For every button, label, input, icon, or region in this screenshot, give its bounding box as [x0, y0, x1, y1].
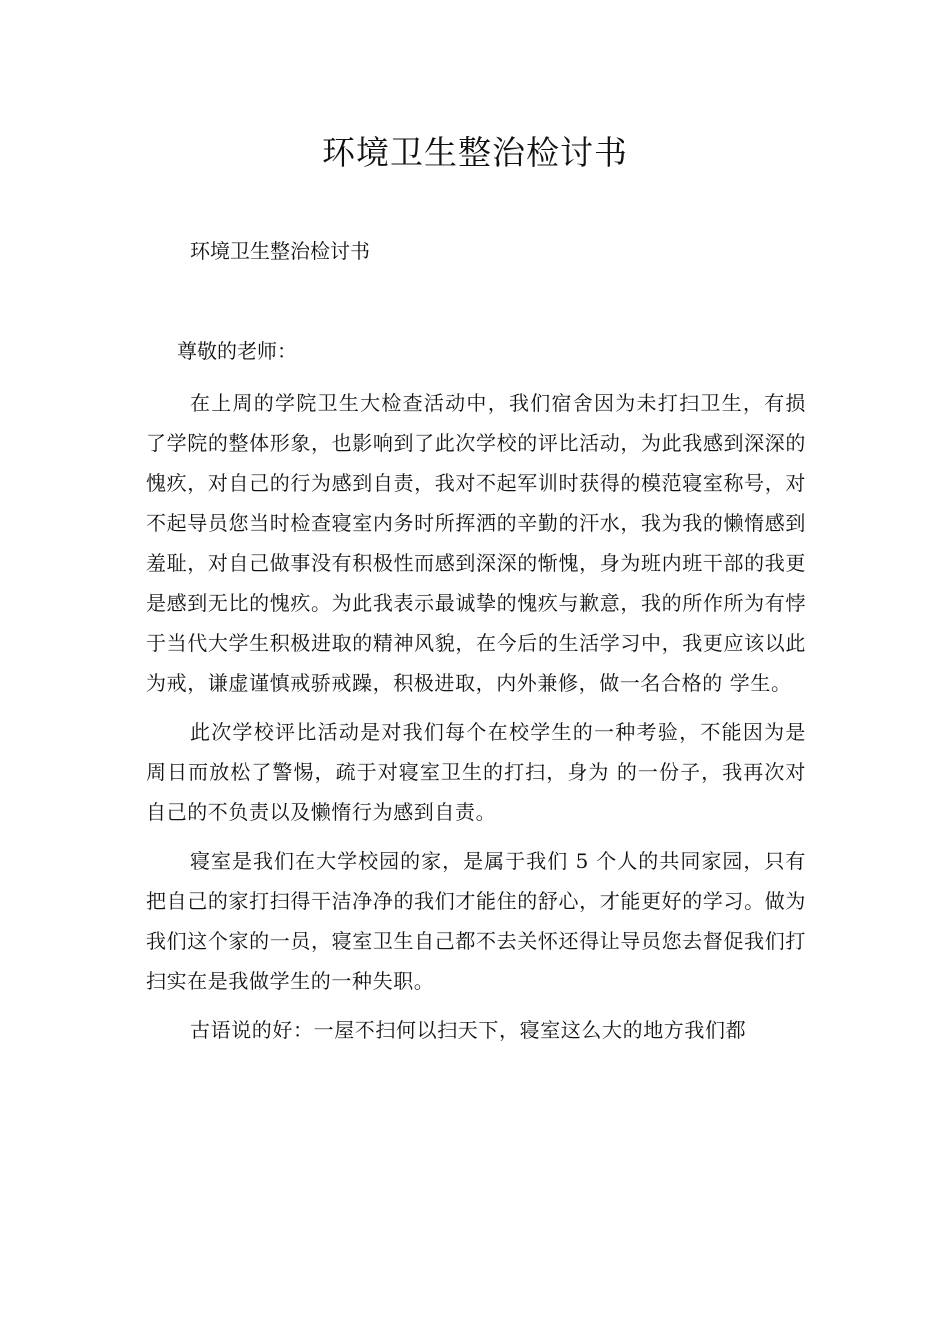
document-body — [146, 383, 806, 1050]
body-paragraph-1: 在上周的学院卫生大检查活动中，我们宿舍因为未打扫卫生，有损了学院的整体形象，也影响到了此次学校的评比活动，为此我感到深深的愧疚，对自己的行为感到自责，我对不起军训时获得的模范寝室称号，对不起导员您当时检查寝室内务时所挥洒的辛勤的汗水，我为我的懒惰感到羞耻，对自己做事没有积极性而感到深深的惭愧，身为班内班干部的我更是感到无比的愧疚。为此我表示最诚挚的愧疚与歉意，我的所作所为有悖于当代大学生积极进取的精神风貌，在今后的生活学习中，我更应该以此为戒，谦虚谨慎戒骄戒躁，积极进取，内外兼修，做一名合格的 学生。 — [146, 391, 806, 695]
document-subtitle: 环境卫生整治检讨书 — [190, 239, 370, 263]
document-title: 环境卫生整治检讨书 — [322, 133, 628, 172]
body-paragraph-3: 寝室是我们在大学校园的家，是属于我们 5 个人的共同家园，只有把自己的家打扫得干洁净净的我们才能住的舒心，才能更好的学习。做为我们这个家的一员，寝室卫生自己都不去关怀还得让导员您去督促我们打扫实在是我做学生的一种失职。 — [146, 849, 806, 993]
salutation: 尊敬的老师： — [177, 339, 297, 363]
body-paragraph-2: 此次学校评比活动是对我们每个在校学生的一种考验，不能因为是周日而放松了警惕，疏于对寝室卫生的打扫，身为 的一份子，我再次对自己的不负责以及懒惰行为感到自责。 — [146, 720, 806, 824]
body-paragraph-4: 古语说的好：一屋不扫何以扫天下，寝室这么大的地方我们都 — [190, 1018, 747, 1042]
